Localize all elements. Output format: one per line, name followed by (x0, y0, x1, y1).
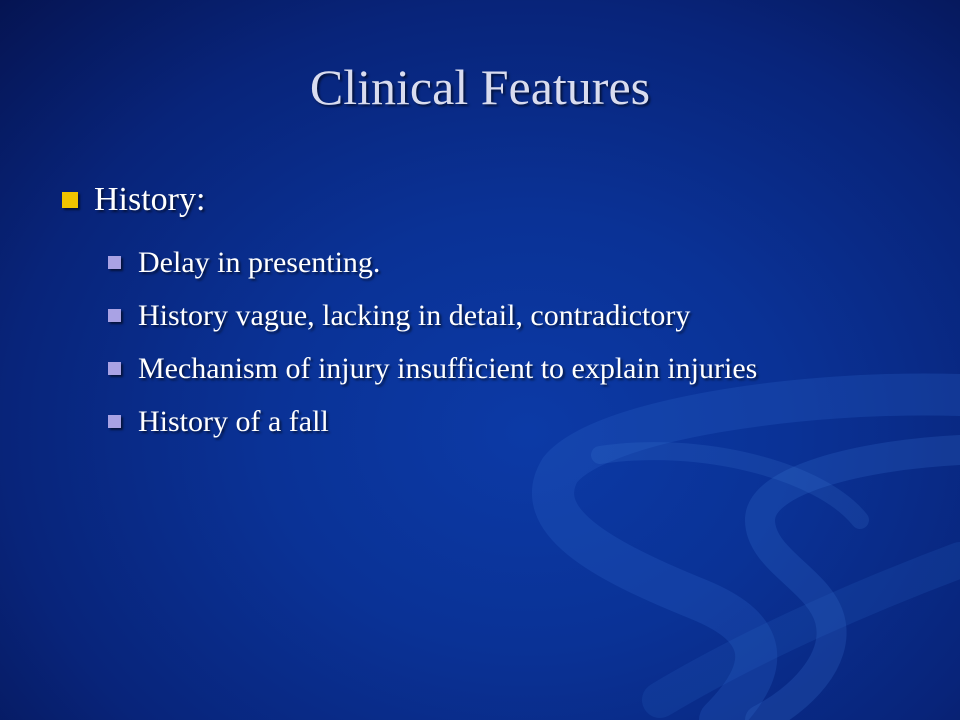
level2-bullet-icon (108, 362, 121, 375)
level2-bullet-icon (108, 309, 121, 322)
sub-bullet-item (108, 395, 757, 448)
slide-title: Clinical Features (309, 59, 651, 115)
sub-bullet-item (108, 342, 757, 395)
sub-bullet-list (108, 236, 757, 448)
level2-bullet-icon (108, 415, 121, 428)
sub-bullet-item (108, 236, 757, 289)
sub-bullet-text: History vague, lacking in detail, contradictory (138, 298, 691, 332)
bullet-history-label: History: (94, 181, 206, 218)
sub-bullet-text: Mechanism of injury insufficient to explain injuries (138, 351, 758, 385)
level1-bullet-icon (62, 192, 78, 208)
sub-bullet-item (108, 289, 757, 342)
sub-bullet-text: Delay in presenting. (138, 245, 381, 279)
bullet-history (62, 178, 205, 222)
level2-bullet-icon (108, 256, 121, 269)
sub-bullet-text: History of a fall (138, 404, 329, 438)
